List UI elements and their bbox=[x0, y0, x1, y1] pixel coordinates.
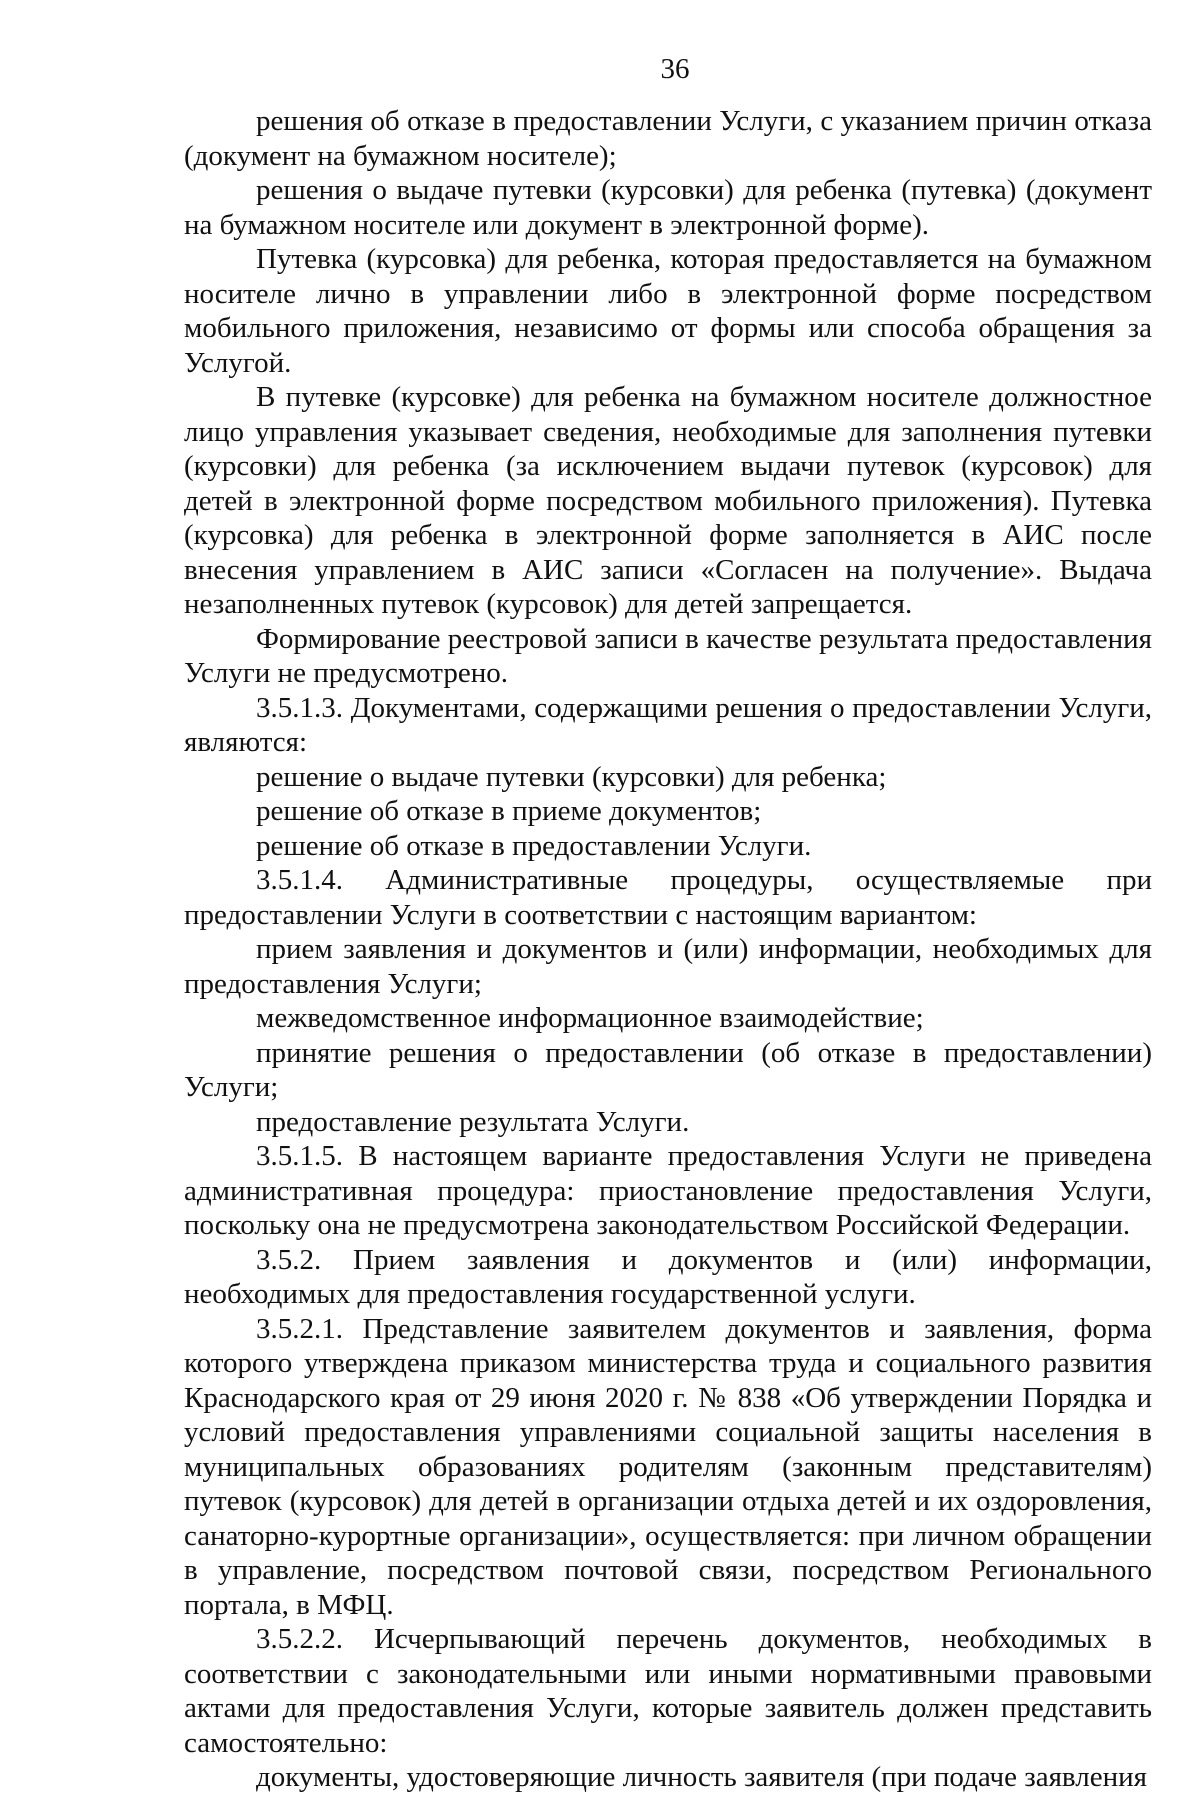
paragraph: 3.5.2.1. Представление заявителем документов и заявления, форма которого утверждена приказом министерства труда и социального развития Краснодарского края от 29 июня 2020 г. № 838 «Об утверждении Порядка и условий предоставления управлениями социальной защиты населения в муниципальных образованиях родителям (законным представителям) путевок (курсовок) для детей в организации отдыха детей и их оздоровления, санаторно-курортные организации», осуществляется: при личном обращении в управление, посредством почтовой связи, посредством Регионального портала, в МФЦ. bbox=[184, 1312, 1152, 1621]
list-item: предоставление результата Услуги. bbox=[256, 1105, 690, 1138]
paragraph: 3.5.2. Прием заявления и документов и (или) информации, необходимых для предоставления государственной услуги. bbox=[184, 1243, 1152, 1310]
list-item: решение об отказе в приеме документов; bbox=[256, 795, 762, 827]
paragraph: Путевка (курсовка) для ребенка, которая предоставляется на бумажном носителе лично в управлении либо в электронной форме посредством мобильного приложения, независимо от формы или способа обращения за Услугой. bbox=[184, 243, 1152, 379]
page-number: 36 bbox=[660, 53, 690, 85]
list-item: документы, удостоверяющие личность заявителя (при подаче заявления bbox=[256, 1761, 1147, 1793]
paragraph: решения об отказе в предоставлении Услуги, с указанием причин отказа (документ на бумажном носителе); bbox=[184, 105, 1152, 172]
list-item: решение об отказе в предоставлении Услуги. bbox=[256, 829, 812, 862]
document-body bbox=[184, 104, 1152, 1795]
paragraph: 3.5.1.4. Административные процедуры, осуществляемые при предоставлении Услуги в соответствии с настоящим вариантом: bbox=[184, 864, 1152, 931]
list-item: принятие решения о предоставлении (об отказе в предоставлении) Услуги; bbox=[184, 1036, 1152, 1103]
paragraph: В путевке (курсовке) для ребенка на бумажном носителе должностное лицо управления указывает сведения, необходимые для заполнения путевки (курсовки) для ребенка (за исключением выдачи путевок (курсовок) для детей в электронной форме посредством мобильного приложения). Путевка (курсовка) для ребенка в электронной форме заполняется в АИС после внесения управлением в АИС записи «Согласен на получение». Выдача незаполненных путевок (курсовок) для детей запрещается. bbox=[184, 381, 1152, 620]
paragraph: 3.5.1.3. Документами, содержащими решения о предоставлении Услуги, являются: bbox=[184, 691, 1152, 758]
list-item: решение о выдаче путевки (курсовки) для ребенка; bbox=[256, 760, 887, 793]
paragraph: решения о выдаче путевки (курсовки) для ребенка (путевка) (документ на бумажном носителе или документ в электронной форме). bbox=[184, 174, 1152, 241]
paragraph: 3.5.2.2. Исчерпывающий перечень документов, необходимых в соответствии с законодательными или иными нормативными правовыми актами для предоставления Услуги, которые заявитель должен представить самостоятельно: bbox=[184, 1623, 1152, 1759]
list-item: межведомственное информационное взаимодействие; bbox=[256, 1002, 924, 1034]
paragraph: Формирование реестровой записи в качестве результата предоставления Услуги не предусмотрено. bbox=[184, 622, 1152, 689]
list-item: прием заявления и документов и (или) информации, необходимых для предоставления Услуги; bbox=[184, 933, 1152, 1000]
paragraph: 3.5.1.5. В настоящем варианте предоставления Услуги не приведена административная процедура: приостановление предоставления Услуги, поскольку она не предусмотрена законодательством Российской Федерации. bbox=[184, 1140, 1152, 1241]
